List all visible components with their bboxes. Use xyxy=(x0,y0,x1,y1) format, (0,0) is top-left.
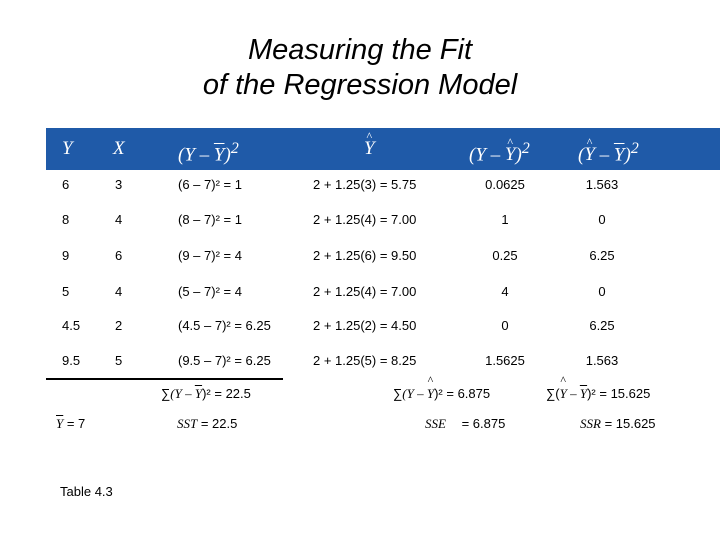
sum-sq-prefix: (Y – xyxy=(402,386,427,401)
sse-label: SSE xyxy=(425,416,446,431)
cell-total-deviation: (4.5 – 7)² = 6.25 xyxy=(178,318,271,333)
cell-y: 6 xyxy=(62,177,70,192)
header-total-deviation xyxy=(178,128,239,170)
sum-sq-suffix: )² xyxy=(434,386,443,401)
sigma-symbol: ∑ xyxy=(546,386,556,401)
cell-error-squared: 1 xyxy=(501,212,509,227)
sum-dev-suffix: )² xyxy=(202,386,211,401)
mean-y-value: = 7 xyxy=(63,416,86,431)
cell-x: 4 xyxy=(115,284,123,299)
header-reg-open: ( xyxy=(578,144,585,166)
header-dev-suffix: ) xyxy=(224,144,231,166)
cell-x: 2 xyxy=(115,318,123,333)
cell-error-squared: 1.5625 xyxy=(485,353,525,368)
cell-total-deviation: (5 – 7)² = 4 xyxy=(178,284,242,299)
sum-reg-open: ( xyxy=(555,386,560,401)
title-line-1: Measuring the Fit xyxy=(247,34,473,66)
sse-total xyxy=(425,416,505,432)
header-reg-yhat: ^ Y xyxy=(584,134,595,176)
header-error-squared xyxy=(469,128,530,170)
cell-error-squared: 4 xyxy=(501,284,509,299)
header-reg-exponent: 2 xyxy=(630,140,639,157)
cell-regression-squared: 1.563 xyxy=(585,353,619,368)
cell-x: 5 xyxy=(115,353,123,368)
sum-regression-squared xyxy=(546,386,650,402)
cell-y: 4.5 xyxy=(62,318,81,333)
header-sq-yhat: ^ Y xyxy=(505,134,516,176)
header-y: Y xyxy=(62,138,73,159)
header-reg-mid: – xyxy=(594,144,614,166)
sum-reg-yhat: ^ Y xyxy=(560,386,567,402)
cell-y: 9 xyxy=(62,248,70,263)
cell-total-deviation: (9 – 7)² = 4 xyxy=(178,248,242,263)
header-predicted xyxy=(364,128,375,170)
cell-predicted: 2 + 1.25(4) = 7.00 xyxy=(313,212,417,227)
sum-reg-mid: – xyxy=(566,386,580,401)
cell-x: 3 xyxy=(115,177,123,192)
header-sq-exponent: 2 xyxy=(521,140,530,157)
sum-error-squared xyxy=(393,386,490,402)
header-x: X xyxy=(113,138,125,159)
header-sq-suffix: ) xyxy=(515,144,522,166)
sum-sq-value: = 6.875 xyxy=(442,386,491,401)
cell-total-deviation: (6 – 7)² = 1 xyxy=(178,177,242,192)
cell-regression-squared: 6.25 xyxy=(589,318,615,333)
cell-error-squared: 0.0625 xyxy=(485,177,525,192)
header-reg-ybar: Y xyxy=(613,144,625,166)
sum-total-deviation xyxy=(161,386,251,402)
cell-predicted: 2 + 1.25(6) = 9.50 xyxy=(313,248,417,263)
sum-reg-ybar: Y xyxy=(579,386,588,401)
cell-x: 4 xyxy=(115,212,123,227)
header-pred-yhat: ^ Y xyxy=(364,128,375,170)
summary-divider xyxy=(46,378,283,380)
sst-total xyxy=(177,416,237,432)
sigma-symbol: ∑ xyxy=(393,386,403,401)
header-dev-exponent: 2 xyxy=(230,140,239,157)
sum-dev-value: = 22.5 xyxy=(210,386,251,401)
sse-value: = 6.875 xyxy=(457,416,506,431)
header-sq-prefix: (Y – xyxy=(469,144,505,166)
title-line-2: of the Regression Model xyxy=(202,69,518,101)
header-dev-ybar: Y xyxy=(213,144,225,166)
sigma-symbol: ∑ xyxy=(161,386,171,401)
cell-predicted: 2 + 1.25(4) = 7.00 xyxy=(313,284,417,299)
cell-total-deviation: (9.5 – 7)² = 6.25 xyxy=(178,353,271,368)
mean-y-symbol: Y xyxy=(56,416,64,431)
sum-dev-ybar: Y xyxy=(194,386,203,401)
cell-regression-squared: 0 xyxy=(598,284,606,299)
cell-regression-squared: 0 xyxy=(598,212,606,227)
sst-label: SST xyxy=(177,416,198,431)
sst-value: = 22.5 xyxy=(197,416,238,431)
header-dev-prefix: (Y – xyxy=(178,144,214,166)
cell-x: 6 xyxy=(115,248,123,263)
header-reg-suffix: ) xyxy=(624,144,631,166)
ssr-total xyxy=(580,416,656,432)
sum-reg-suffix: )² xyxy=(587,386,596,401)
header-regression-squared xyxy=(578,128,639,170)
mean-y xyxy=(56,416,85,432)
cell-predicted: 2 + 1.25(5) = 8.25 xyxy=(313,353,417,368)
cell-regression-squared: 6.25 xyxy=(589,248,615,263)
cell-total-deviation: (8 – 7)² = 1 xyxy=(178,212,242,227)
cell-predicted: 2 + 1.25(3) = 5.75 xyxy=(313,177,417,192)
cell-y: 9.5 xyxy=(62,353,81,368)
cell-error-squared: 0 xyxy=(501,318,509,333)
sum-dev-prefix: (Y – xyxy=(170,386,195,401)
cell-regression-squared: 1.563 xyxy=(585,177,619,192)
cell-error-squared: 0.25 xyxy=(492,248,518,263)
ssr-value: = 15.625 xyxy=(600,416,656,431)
cell-y: 8 xyxy=(62,212,70,227)
sum-sq-yhat: ^ Y xyxy=(427,386,434,402)
cell-y: 5 xyxy=(62,284,70,299)
sum-reg-value: = 15.625 xyxy=(595,386,651,401)
cell-predicted: 2 + 1.25(2) = 4.50 xyxy=(313,318,417,333)
ssr-label: SSR xyxy=(580,416,601,431)
table-caption: Table 4.3 xyxy=(60,484,113,499)
